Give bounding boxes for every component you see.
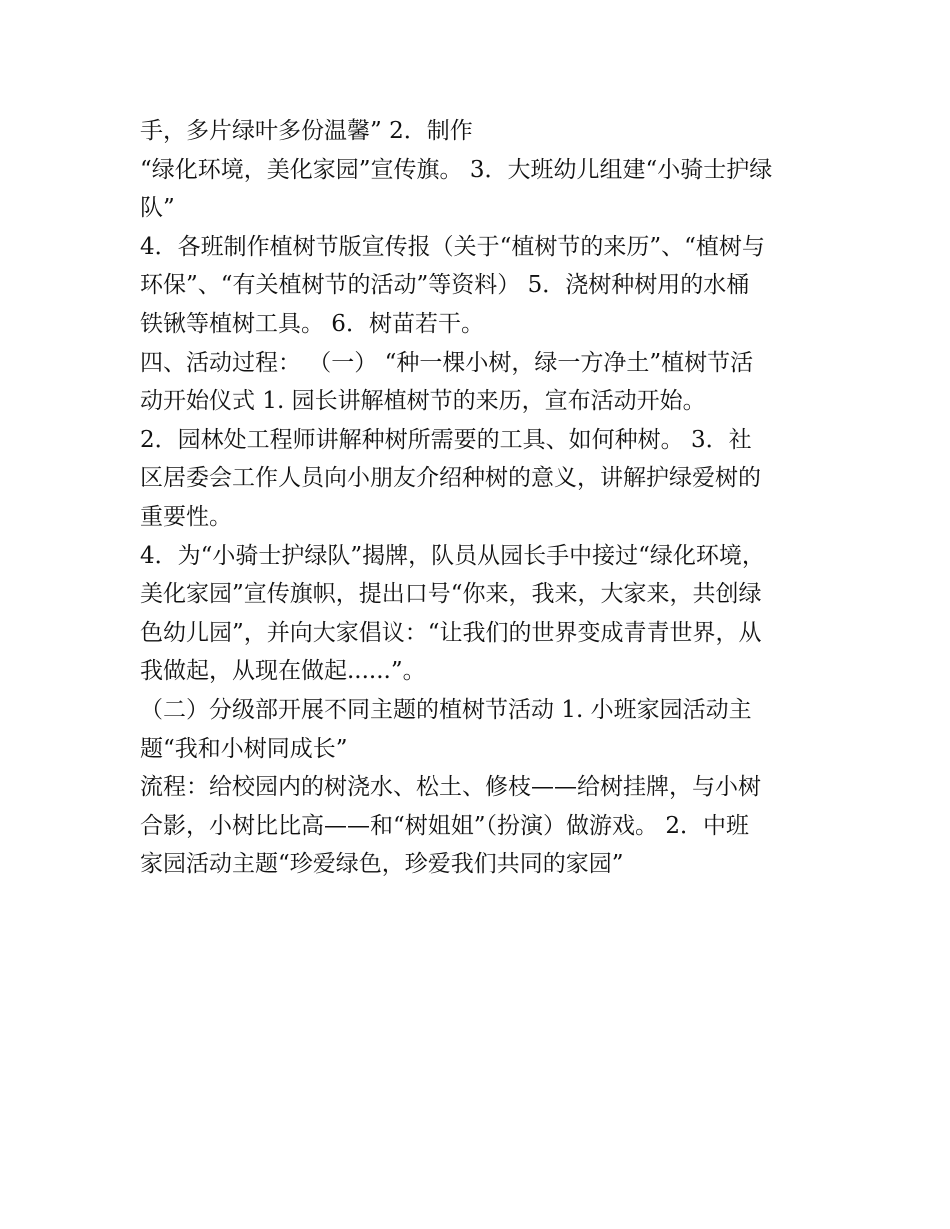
text-line: （二）分级部开展不同主题的植树节活动 1. 小班家园活动主: [140, 696, 752, 723]
text-line: 流程：给校园内的树浇水、松土、修枝——给树挂牌，与小树: [140, 774, 761, 801]
text-line: 4．各班制作植树节版宣传报（关于“植树节的来历”、“植树与: [140, 233, 765, 260]
text-line: 我做起，从现在做起......”。: [140, 658, 426, 685]
text-line: 队”: [140, 195, 175, 222]
text-line: 题“我和小树同成长”: [140, 735, 348, 762]
text-line: 4．为“小骑士护绿队”揭牌，队员从园长手中接过“绿化环境，: [140, 542, 765, 569]
text-line: 四、活动过程： （一） “种一棵小树，绿一方净土”植树节活: [140, 349, 754, 376]
text-line: 2．园林处工程师讲解种树所需要的工具、如何种树。 3．社: [140, 426, 752, 453]
text-line: 手，多片绿叶多份温馨” 2．制作: [140, 118, 473, 144]
text-line: 铁锹等植树工具。 6．树苗若干。: [140, 310, 484, 337]
text-line: 家园活动主题“珍爱绿色，珍爱我们共同的家园”: [140, 851, 624, 878]
text-line: 色幼儿园”，并向大家倡议：“让我们的世界变成青青世界，从: [140, 619, 762, 646]
text-line: 美化家园”宣传旗帜，提出口号“你来，我来，大家来，共创绿: [140, 581, 762, 608]
text-line: 重要性。: [140, 503, 232, 530]
text-line: “绿化环境，美化家园”宣传旗。 3．大班幼儿组建“小骑士护绿: [140, 156, 773, 183]
text-line: 环保”、“有关植树节的活动”等资料） 5．浇树种树用的水桶: [140, 272, 750, 299]
text-line: 合影，小树比比高——和“树姐姐”（扮演）做游戏。 2．中班: [140, 812, 749, 839]
text-line: 区居委会工作人员向小朋友介绍种树的意义，讲解护绿爱树的: [140, 465, 761, 492]
document-body: [140, 112, 820, 884]
text-line: 动开始仪式 1. 园长讲解植树节的来历，宣布活动开始。: [140, 388, 706, 415]
